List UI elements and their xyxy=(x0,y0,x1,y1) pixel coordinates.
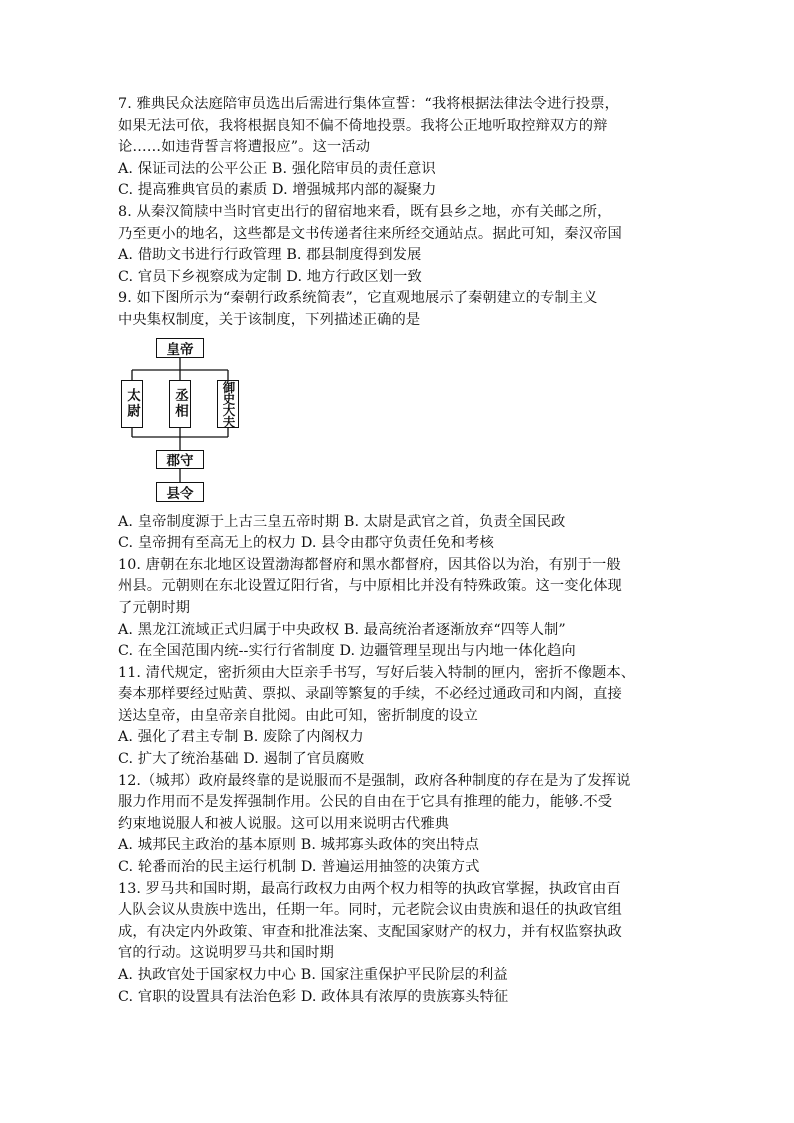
question-11 xyxy=(118,663,678,771)
answer-options: A. 黑龙江流域正式归属于中央政权 B. 最高统治者逐渐放弃“四等人制” xyxy=(118,621,566,638)
question-9 xyxy=(118,288,678,554)
question-12 xyxy=(118,771,678,879)
question-text: 人队会议从贵族中选出，任期一年。同时，元老院会议由贵族和退任的执政官组 xyxy=(118,902,622,919)
question-7 xyxy=(118,94,678,202)
answer-options: C. 扩大了统治基础 D. 遏制了官员腐败 xyxy=(118,751,365,768)
question-text: 9. 如下图所示为“秦朝行政系统简表”，它直观地展示了秦朝建立的专制主义 xyxy=(118,290,598,307)
taiwei-box: 太尉 xyxy=(121,380,143,428)
question-text: 官的行动。这说明罗马共和国时期 xyxy=(118,945,334,962)
yushi-dafu-box: 御史大夫 xyxy=(217,380,239,428)
answer-options: C. 官职的设置具有法治色彩 D. 政体具有浓厚的贵族寡头特征 xyxy=(118,988,509,1005)
answer-options: A. 执政官处于国家权力中心 B. 国家注重保护平民阶层的利益 xyxy=(118,967,508,983)
answer-options: C. 在全国范围内统--实行行省制度 D. 边疆管理呈现出与内地一体化趋向 xyxy=(118,643,576,660)
question-text: 奏本那样要经过贴黄、票拟、录副等繁复的手续，不必经过通政司和内阁，直接 xyxy=(118,686,622,703)
question-text: 服力作用而不是发挥强制作用。公民的自由在于它具有推理的能力，能够.不受 xyxy=(118,794,613,811)
question-10 xyxy=(118,555,678,663)
answer-options: C. 官员下乡视察成为定制 D. 地方行政区划一致 xyxy=(118,268,422,285)
answer-options: A. 城邦民主政治的基本原则 B. 城邦寡头政体的突出特点 xyxy=(118,837,479,854)
answer-options: A. 借助文书进行行政管理 B. 郡县制度得到发展 xyxy=(118,247,422,264)
xianling-box: 县令 xyxy=(156,482,204,502)
answer-options: A. 皇帝制度源于上古三皇五帝时期 B. 太尉是武官之首，负责全国民政 xyxy=(118,513,566,530)
question-text: 10. 唐朝在东北地区设置渤海都督府和黑水都督府，因其俗以为治，有别于一般 xyxy=(118,556,621,573)
question-text: 成，有决定内外政策、审查和批准法案、支配国家财产的权力，并有权监察执政 xyxy=(118,923,622,940)
answer-options: C. 提高雅典官员的素质 D. 增强城邦内部的凝聚力 xyxy=(118,182,437,199)
question-text: 论……如违背誓言将遭报应”。这一活动 xyxy=(118,139,371,156)
question-text: 了元朝时期 xyxy=(118,599,190,616)
question-13 xyxy=(118,879,678,1009)
question-text: 中央集权制度，关于该制度，下列描述正确的是 xyxy=(118,311,421,328)
question-text: 8. 从秦汉简牍中当时官吏出行的留宿地来看，既有县乡之地，亦有关邮之所， xyxy=(118,203,612,220)
question-text: 11. 清代规定，密折须由大臣亲手书写，写好后装入特制的匣内，密折不像题本、 xyxy=(118,664,636,681)
answer-options: C. 皇帝拥有至高无上的权力 D. 县令由郡守负责任免和考核 xyxy=(118,535,494,552)
answer-options: A. 保证司法的公平公正 B. 强化陪审员的责任意识 xyxy=(118,160,436,177)
qin-administration-diagram xyxy=(118,336,678,510)
question-text: 乃至更小的地名，这些都是文书传递者往来所经交通站点。据此可知，秦汉帝国 xyxy=(118,225,622,242)
question-text: 12.（城邦）政府最终靠的是说服而不是强制，政府各种制度的存在是为了发挥说 xyxy=(118,772,631,789)
answer-options: A. 强化了君主专制 B. 废除了内阁权力 xyxy=(118,729,364,746)
question-text: 州县。元朝则在东北设置辽阳行省，与中原相比并没有特殊政策。这一变化体现 xyxy=(118,578,622,595)
question-text: 如果无法可依，我将根据良知不偏不倚地投票。我将公正地听取控辩双方的辩 xyxy=(118,117,608,134)
exam-page xyxy=(118,94,678,1008)
emperor-box: 皇帝 xyxy=(156,338,204,358)
question-text: 13. 罗马共和国时期，最高行政权力由两个权力相等的执政官掌握，执政官由百 xyxy=(118,880,621,897)
question-text: 送达皇帝，由皇帝亲自批阅。由此可知，密折制度的设立 xyxy=(118,707,478,724)
question-text: 7. 雅典民众法庭陪审员选出后需进行集体宣誓：“我将根据法律法令进行投票， xyxy=(118,96,619,112)
question-8 xyxy=(118,202,678,288)
chengxiang-box: 丞相 xyxy=(169,380,191,428)
answer-options: C. 轮番而治的民主运行机制 D. 普遍运用抽签的决策方式 xyxy=(118,859,480,876)
question-text: 约束地说服人和被人说服。这可以用来说明古代雅典 xyxy=(118,815,450,832)
junshou-box: 郡守 xyxy=(156,450,204,469)
